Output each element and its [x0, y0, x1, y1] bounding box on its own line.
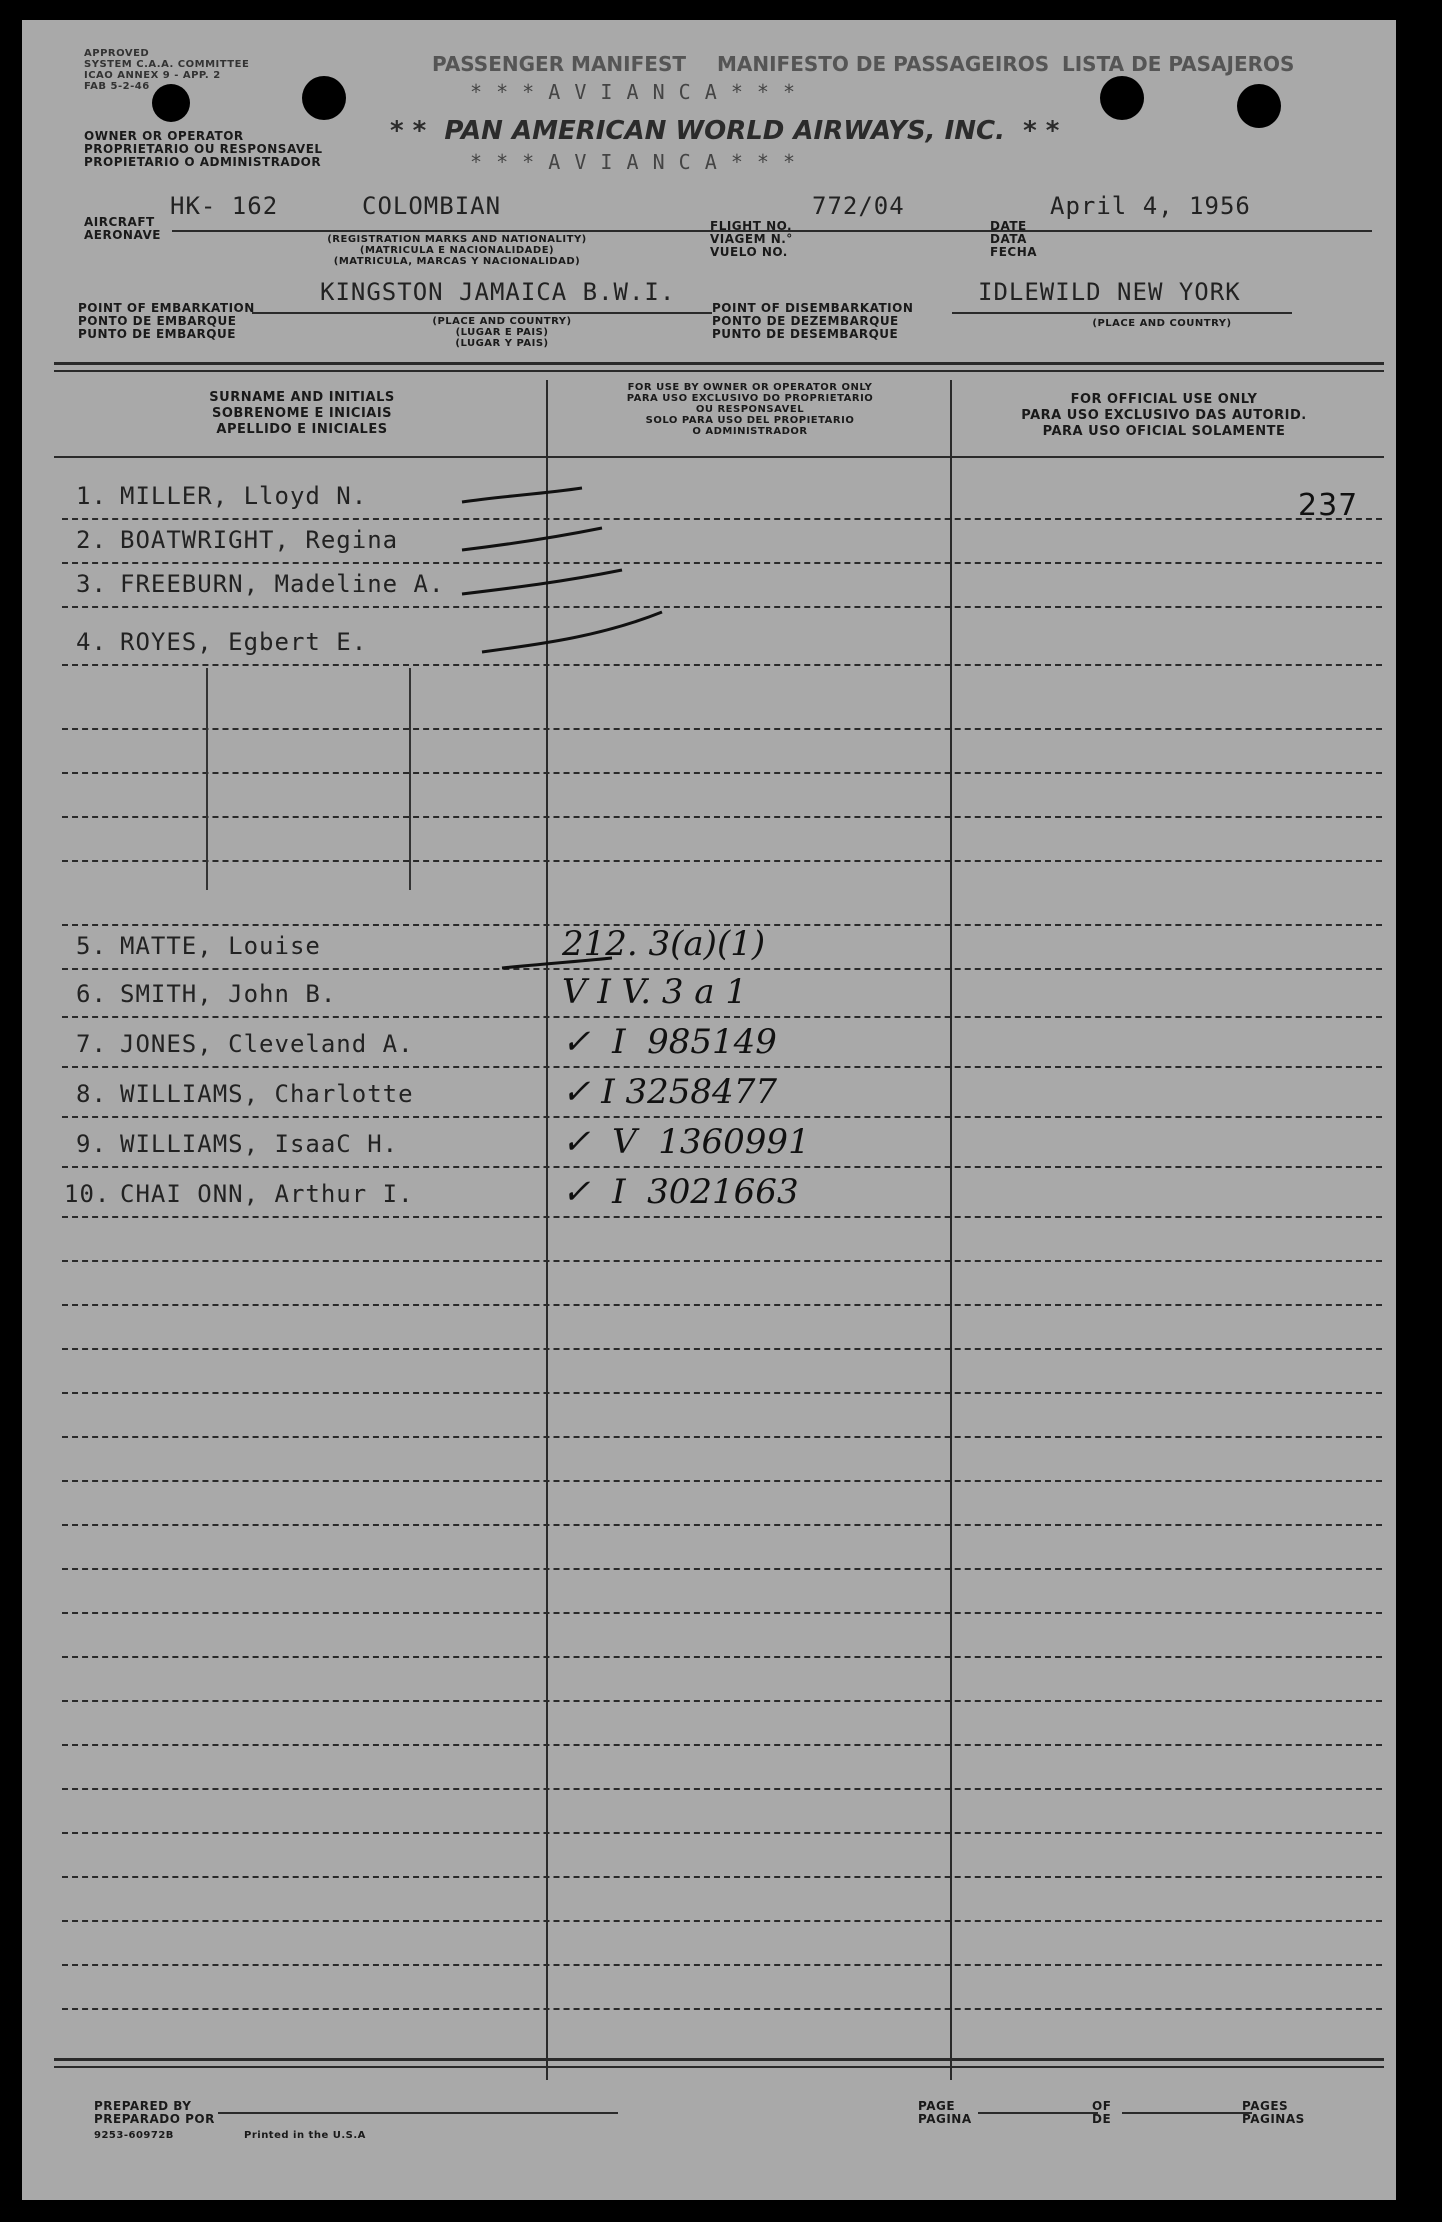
- row-rule: [62, 664, 1382, 666]
- strike-mark-3: [462, 570, 622, 594]
- row-rule: [62, 1066, 1382, 1068]
- table-top-rule-2: [54, 370, 1384, 372]
- form-number: 9253-60972B: [94, 2130, 174, 2141]
- embark-rule-left: [252, 312, 712, 314]
- punch-hole-right-a: [1100, 76, 1144, 120]
- printed-in-usa: Printed in the U.S.A: [244, 2130, 366, 2141]
- registration-label: (REGISTRATION MARKS AND NATIONALITY) (MATRICULA E NACIONALIDADE) (MATRICULA, MARCAS Y NACIONALIDAD): [327, 234, 587, 267]
- date-value: April 4, 1956: [1050, 192, 1251, 220]
- passenger-name: MILLER, Lloyd N.: [120, 482, 368, 510]
- strike-mark-2: [462, 528, 602, 550]
- passenger-number: 1.: [76, 482, 107, 510]
- official-handwritten-note: ✓ I 985149: [562, 1022, 777, 1062]
- avianca-bottom: * * * A V I A N C A * * *: [470, 150, 797, 174]
- row-rule: [62, 1016, 1382, 1018]
- passenger-name: BOATWRIGHT, Regina: [120, 526, 399, 554]
- blank-row-rule: [62, 1392, 1382, 1394]
- disembarkation-sublabel: (PLACE AND COUNTRY): [1092, 318, 1232, 329]
- passenger-number: 6.: [76, 980, 107, 1008]
- strike-mark-1: [462, 488, 582, 502]
- official-handwritten-note: 212. 3(a)(1): [562, 924, 766, 964]
- prepared-by-rule: [218, 2112, 618, 2114]
- official-handwritten-note: ✓ V 1360991: [562, 1122, 810, 1162]
- airline-name: * * PAN AMERICAN WORLD AIRWAYS, INC. * *: [390, 116, 1060, 146]
- disembarkation-value: IDLEWILD NEW YORK: [978, 278, 1241, 306]
- blank-row-rule: [62, 924, 1382, 926]
- passenger-number: 7.: [76, 1030, 107, 1058]
- page-stamp-number: 237: [1298, 488, 1359, 523]
- embarkation-value: KINGSTON JAMAICA B.W.I.: [320, 278, 676, 306]
- passenger-name: SMITH, John B.: [120, 980, 337, 1008]
- title-manifesto: MANIFESTO DE PASSAGEIROS: [717, 52, 1050, 76]
- blank-row-rule: [62, 1744, 1382, 1746]
- nationality-value: COLOMBIAN: [362, 192, 502, 220]
- official-handwritten-note: ✓ I 3021663: [562, 1172, 799, 1212]
- column-header-surname: SURNAME AND INITIALS SOBRENOME E INICIAIS APELLIDO E INICIALES: [209, 390, 395, 437]
- punch-hole-left: [302, 76, 346, 120]
- blank-row-rule: [62, 1568, 1382, 1570]
- of-label: OF DE: [1092, 2099, 1112, 2126]
- page-rule: [978, 2112, 1098, 2114]
- footer-top-rule-2: [54, 2066, 1384, 2068]
- row-rule: [62, 606, 1382, 608]
- blank-row-rule: [62, 1920, 1382, 1922]
- official-handwritten-note: ✓ I 3258477: [562, 1072, 777, 1112]
- passenger-name: MATTE, Louise: [120, 932, 321, 960]
- official-handwritten-note: V I V. 3 a 1: [562, 972, 747, 1012]
- passenger-number: 10.: [64, 1180, 111, 1208]
- row-rule: [62, 1166, 1382, 1168]
- passenger-name: FREEBURN, Madeline A.: [120, 570, 445, 598]
- passenger-name: ROYES, Egbert E.: [120, 628, 368, 656]
- strike-mark-4: [482, 612, 662, 652]
- passenger-number: 4.: [76, 628, 107, 656]
- row-rule: [62, 562, 1382, 564]
- embark-rule-right: [952, 312, 1292, 314]
- blank-row-rule: [62, 1876, 1382, 1878]
- blank-row-rule: [62, 1524, 1382, 1526]
- blank-row-rule: [62, 772, 1382, 774]
- passenger-name: WILLIAMS, Charlotte: [120, 1080, 414, 1108]
- prepared-by-label: PREPARED BY PREPARADO POR: [94, 2099, 215, 2126]
- blank-row-rule: [62, 1964, 1382, 1966]
- column-header-operator: FOR USE BY OWNER OR OPERATOR ONLY PARA USO EXCLUSIVO DO PROPRIETARIO OU RESPONSAVEL SOLO PARA USO DEL PROPIETARIO O ADMINISTRADOR: [626, 382, 874, 437]
- title-passenger-manifest: PASSENGER MANIFEST: [432, 52, 686, 76]
- blank-row-rule: [62, 1480, 1382, 1482]
- row-rule: [62, 1216, 1382, 1218]
- blank-row-rule: [62, 816, 1382, 818]
- row-rule: [62, 1116, 1382, 1118]
- passenger-name: CHAI ONN, Arthur I.: [120, 1180, 414, 1208]
- passenger-name: JONES, Cleveland A.: [120, 1030, 414, 1058]
- passenger-number: 5.: [76, 932, 107, 960]
- disembarkation-label: POINT OF DISEMBARKATION PONTO DE DEZEMBARQUE PUNTO DE DESEMBARQUE: [712, 301, 914, 341]
- blank-row-rule: [62, 1788, 1382, 1790]
- blank-row-rule: [62, 1656, 1382, 1658]
- punch-hole-right-b: [1237, 84, 1281, 128]
- embarkation-sublabel: (PLACE AND COUNTRY) (LUGAR E PAIS) (LUGAR Y PAIS): [432, 316, 572, 349]
- blank-row-rule: [62, 1612, 1382, 1614]
- pages-label: PAGES PAGINAS: [1242, 2099, 1305, 2126]
- blank-row-rule: [62, 1832, 1382, 1834]
- column-header-official: FOR OFFICIAL USE ONLY PARA USO EXCLUSIVO DAS AUTORID. PARA USO OFICIAL SOLAMENTE: [1021, 392, 1307, 439]
- blank-row-rule: [62, 1700, 1382, 1702]
- date-label: DATE DATA FECHA: [990, 219, 1038, 259]
- footer-top-rule: [54, 2058, 1384, 2061]
- blank-row-rule: [62, 2008, 1382, 2010]
- row-rule: [62, 518, 1382, 520]
- passenger-name: WILLIAMS, IsaaC H.: [120, 1130, 399, 1158]
- row-rule: [62, 968, 1382, 970]
- passenger-number: 9.: [76, 1130, 107, 1158]
- column-divider-1: [546, 380, 548, 2080]
- passenger-number: 8.: [76, 1080, 107, 1108]
- blank-row-rule: [62, 1304, 1382, 1306]
- manifest-sheet: [22, 20, 1396, 2200]
- page-label: PAGE PAGINA: [918, 2099, 972, 2126]
- passenger-number: 3.: [76, 570, 107, 598]
- table-top-rule: [54, 362, 1384, 365]
- avianca-top: * * * A V I A N C A * * *: [470, 80, 797, 104]
- column-divider-2: [950, 380, 952, 2080]
- blank-row-rule: [62, 1436, 1382, 1438]
- owner-operator-label: OWNER OR OPERATOR PROPRIETARIO OU RESPONSAVEL PROPIETARIO O ADMINISTRADOR: [84, 129, 323, 169]
- flight-number-label: FLIGHT NO. VIAGEM N.° VUELO NO.: [710, 219, 793, 259]
- of-rule: [1122, 2112, 1252, 2114]
- header-bottom-rule: [54, 456, 1384, 458]
- embarkation-label: POINT OF EMBARKATION PONTO DE EMBARQUE PUNTO DE EMBARQUE: [78, 301, 255, 341]
- approval-stamp: APPROVED SYSTEM C.A.A. COMMITTEE ICAO ANNEX 9 - APP. 2 FAB 5-2-46: [84, 48, 250, 92]
- blank-row-rule: [62, 1260, 1382, 1262]
- title-lista: LISTA DE PASAJEROS: [1062, 52, 1295, 76]
- aircraft-value: HK- 162: [170, 192, 279, 220]
- blank-row-rule: [62, 1348, 1382, 1350]
- blank-row-rule: [62, 860, 1382, 862]
- passenger-number: 2.: [76, 526, 107, 554]
- blank-row-rule: [62, 728, 1382, 730]
- flight-number-value: 772/04: [812, 192, 905, 220]
- aircraft-label: AIRCRAFT AERONAVE: [84, 215, 161, 242]
